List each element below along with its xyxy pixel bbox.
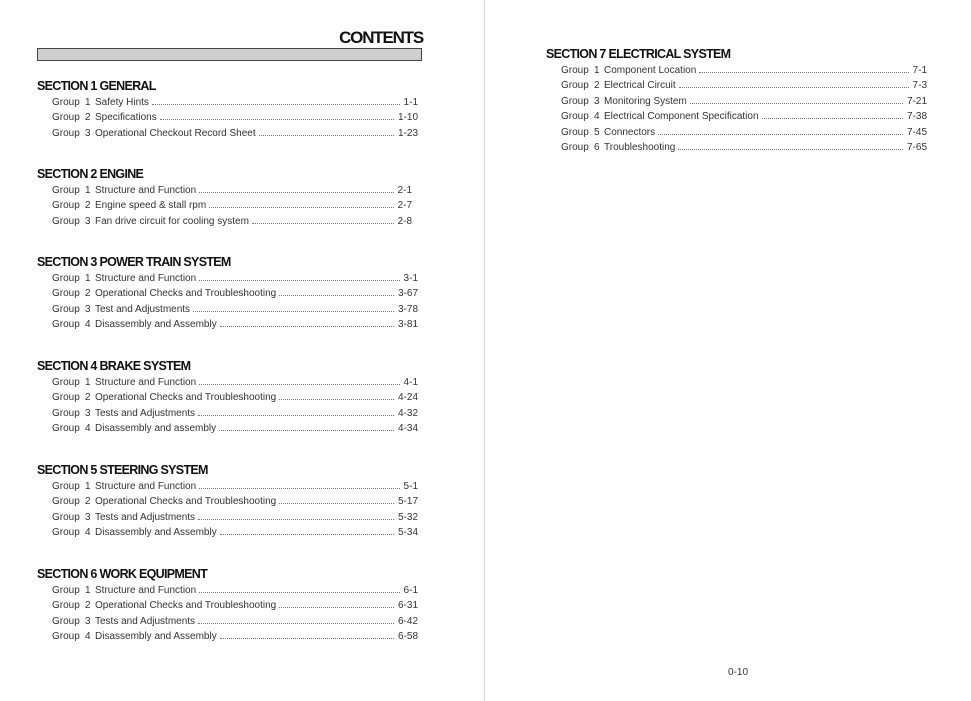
group-label: Group — [561, 95, 589, 107]
title-bar — [37, 48, 422, 61]
section-heading: SECTION 5 STEERING SYSTEM — [37, 463, 208, 477]
toc-row — [546, 78, 927, 93]
toc-section — [546, 45, 927, 155]
group-number: 2 — [85, 112, 91, 124]
group-label: Group — [52, 112, 80, 124]
toc-section — [37, 357, 418, 437]
dot-leader — [220, 325, 394, 327]
page-ref: 4-32 — [397, 407, 418, 419]
group-label: Group — [52, 423, 80, 435]
group-label: Group — [52, 407, 80, 419]
dot-leader — [279, 502, 394, 504]
group-title: Operational Checkout Record Sheet — [95, 127, 256, 139]
group-label: Group — [561, 111, 589, 123]
group-label: Group — [52, 496, 80, 508]
dot-leader — [193, 310, 394, 312]
group-title: Operational Checks and Troubleshooting — [95, 288, 277, 300]
group-label: Group — [561, 141, 589, 153]
group-number: 2 — [85, 496, 91, 508]
group-label: Group — [561, 65, 589, 76]
group-number: 3 — [594, 95, 600, 107]
group-number: 2 — [85, 600, 91, 612]
group-label: Group — [52, 392, 80, 404]
group-label: Group — [52, 303, 80, 315]
group-label: Group — [52, 200, 80, 212]
page-ref: 5-32 — [397, 511, 418, 523]
group-title: Operational Checks and Troubleshooting — [95, 496, 277, 508]
section-heading: SECTION 2 ENGINE — [37, 167, 144, 181]
page-number: 0-10 — [728, 667, 749, 678]
dot-leader — [678, 148, 903, 150]
toc-row — [37, 214, 412, 229]
toc-row — [37, 271, 418, 286]
page-ref: 7-45 — [906, 126, 927, 138]
group-number: 4 — [85, 527, 91, 539]
group-title: Structure and Function — [95, 185, 197, 196]
dot-leader — [220, 637, 394, 639]
group-number: 1 — [85, 377, 91, 388]
group-label: Group — [52, 127, 80, 139]
page-ref: 7-65 — [906, 141, 927, 153]
page-ref: 3-78 — [397, 303, 418, 315]
group-number: 1 — [85, 585, 91, 596]
section-heading: SECTION 1 GENERAL — [37, 79, 156, 93]
toc-row — [37, 525, 418, 540]
dot-leader — [279, 294, 394, 296]
toc-row — [37, 110, 418, 125]
toc-row — [546, 109, 927, 124]
toc-row — [37, 302, 418, 317]
group-label: Group — [52, 511, 80, 523]
page-ref: 6-1 — [403, 585, 418, 596]
page-ref: 6-31 — [397, 600, 418, 612]
toc-row — [37, 510, 418, 525]
page-ref: 4-34 — [397, 423, 418, 435]
toc-row — [37, 583, 418, 598]
toc-row — [37, 598, 418, 613]
group-title: Structure and Function — [95, 377, 197, 388]
group-title: Monitoring System — [604, 95, 687, 107]
group-title: Operational Checks and Troubleshooting — [95, 600, 277, 612]
group-number: 6 — [594, 141, 600, 153]
toc-row — [37, 317, 418, 332]
left-page — [0, 0, 485, 701]
dot-leader — [220, 533, 394, 535]
group-title: Structure and Function — [95, 481, 197, 492]
group-title: Tests and Adjustments — [95, 511, 196, 523]
toc-section — [37, 165, 412, 229]
toc-row — [37, 614, 418, 629]
page-ref: 7-3 — [912, 80, 927, 92]
toc-section — [37, 77, 418, 141]
dot-leader — [198, 414, 394, 416]
dot-leader — [279, 398, 394, 400]
dot-leader — [209, 206, 393, 208]
page-ref: 7-21 — [906, 95, 927, 107]
group-label: Group — [52, 288, 80, 300]
toc-row — [37, 406, 418, 421]
dot-leader — [658, 133, 903, 135]
dot-leader — [199, 279, 399, 281]
toc-row — [546, 140, 927, 155]
group-number: 3 — [85, 215, 91, 227]
group-number: 4 — [85, 423, 91, 435]
toc-row — [37, 375, 418, 390]
toc-section — [37, 461, 418, 541]
dot-leader — [219, 429, 394, 431]
toc-row — [37, 421, 418, 436]
group-number: 1 — [85, 481, 91, 492]
toc-row — [37, 183, 412, 198]
dot-leader — [160, 118, 394, 120]
page-ref: 6-58 — [397, 631, 418, 643]
group-label: Group — [52, 319, 80, 331]
group-label: Group — [52, 631, 80, 643]
page-title: CONTENTS — [339, 28, 423, 47]
page-ref: 1-10 — [397, 112, 418, 124]
group-title: Connectors — [604, 126, 656, 138]
group-number: 3 — [85, 303, 91, 315]
toc-section — [37, 565, 418, 645]
toc-row — [37, 126, 418, 141]
toc-row — [37, 494, 418, 509]
toc-row — [37, 479, 418, 494]
page-ref: 2-7 — [397, 200, 412, 212]
group-title: Specifications — [95, 112, 157, 124]
page-ref: 3-81 — [397, 319, 418, 331]
group-label: Group — [52, 215, 80, 227]
group-number: 5 — [594, 126, 600, 138]
dot-leader — [679, 86, 909, 88]
group-label: Group — [52, 615, 80, 627]
group-number: 4 — [85, 319, 91, 331]
dot-leader — [199, 383, 399, 385]
group-number: 1 — [594, 65, 600, 76]
group-title: Disassembly and Assembly — [95, 527, 217, 539]
group-title: Structure and Function — [95, 585, 197, 596]
group-title: Engine speed & stall rpm — [95, 200, 207, 212]
group-number: 2 — [85, 200, 91, 212]
section-heading: SECTION 7 ELECTRICAL SYSTEM — [546, 47, 731, 61]
group-label: Group — [52, 185, 80, 196]
page-ref: 6-42 — [397, 615, 418, 627]
group-label: Group — [52, 481, 80, 492]
group-title: Safety Hints — [95, 97, 149, 108]
group-number: 3 — [85, 615, 91, 627]
group-title: Fan drive circuit for cooling system — [95, 215, 249, 227]
group-number: 4 — [85, 631, 91, 643]
dot-leader — [199, 487, 399, 489]
group-title: Structure and Function — [95, 273, 197, 284]
group-label: Group — [52, 585, 80, 596]
group-title: Tests and Adjustments — [95, 615, 196, 627]
page-ref: 4-24 — [397, 392, 418, 404]
toc-row — [37, 95, 418, 110]
dot-leader — [199, 191, 393, 193]
page-ref: 7-38 — [906, 111, 927, 123]
dot-leader — [690, 102, 903, 104]
dot-leader — [279, 606, 394, 608]
group-title: Electrical Component Specification — [604, 111, 759, 123]
group-number: 3 — [85, 127, 91, 139]
dot-leader — [699, 71, 908, 73]
toc-row — [37, 390, 418, 405]
group-number: 4 — [594, 111, 600, 123]
toc-row — [37, 286, 418, 301]
page-ref: 5-1 — [403, 481, 418, 492]
section-heading: SECTION 4 BRAKE SYSTEM — [37, 359, 191, 373]
group-label: Group — [52, 97, 80, 108]
toc-row — [37, 629, 418, 644]
dot-leader — [199, 591, 399, 593]
group-number: 3 — [85, 407, 91, 419]
section-heading: SECTION 3 POWER TRAIN SYSTEM — [37, 255, 231, 269]
right-page — [486, 0, 971, 701]
dot-leader — [762, 117, 903, 119]
toc-row — [546, 94, 927, 109]
group-title: Disassembly and assembly — [95, 423, 217, 435]
dot-leader — [152, 103, 400, 105]
toc-row — [37, 198, 412, 213]
group-title: Operational Checks and Troubleshooting — [95, 392, 277, 404]
group-title: Tests and Adjustments — [95, 407, 196, 419]
dot-leader — [198, 622, 394, 624]
page-ref: 5-34 — [397, 527, 418, 539]
group-number: 2 — [85, 392, 91, 404]
group-label: Group — [561, 126, 589, 138]
group-label: Group — [52, 527, 80, 539]
page-ref: 4-1 — [403, 377, 418, 388]
group-label: Group — [561, 80, 589, 92]
group-title: Disassembly and Assembly — [95, 319, 217, 331]
section-heading: SECTION 6 WORK EQUIPMENT — [37, 567, 208, 581]
toc-section — [37, 253, 418, 333]
group-number: 3 — [85, 511, 91, 523]
toc-row — [546, 63, 927, 78]
page-ref: 7-1 — [912, 65, 927, 76]
page-divider — [484, 0, 485, 701]
page-ref: 5-17 — [397, 496, 418, 508]
group-title: Troubleshooting — [604, 141, 676, 153]
group-number: 1 — [85, 273, 91, 284]
group-title: Test and Adjustments — [95, 303, 191, 315]
group-title: Electrical Circuit — [604, 80, 676, 92]
group-label: Group — [52, 600, 80, 612]
page-ref: 1-1 — [403, 97, 418, 108]
group-title: Disassembly and Assembly — [95, 631, 217, 643]
dot-leader — [259, 134, 394, 136]
group-number: 2 — [85, 288, 91, 300]
page-ref: 3-67 — [397, 288, 418, 300]
page-ref: 2-8 — [397, 215, 412, 227]
toc-row — [546, 125, 927, 140]
group-number: 1 — [85, 97, 91, 108]
group-number: 2 — [594, 80, 600, 92]
page-ref: 2-1 — [397, 185, 412, 196]
group-number: 1 — [85, 185, 91, 196]
group-label: Group — [52, 273, 80, 284]
page-ref: 3-1 — [403, 273, 418, 284]
page-ref: 1-23 — [397, 127, 418, 139]
group-title: Component Location — [604, 65, 697, 76]
group-label: Group — [52, 377, 80, 388]
dot-leader — [252, 222, 394, 224]
dot-leader — [198, 518, 394, 520]
